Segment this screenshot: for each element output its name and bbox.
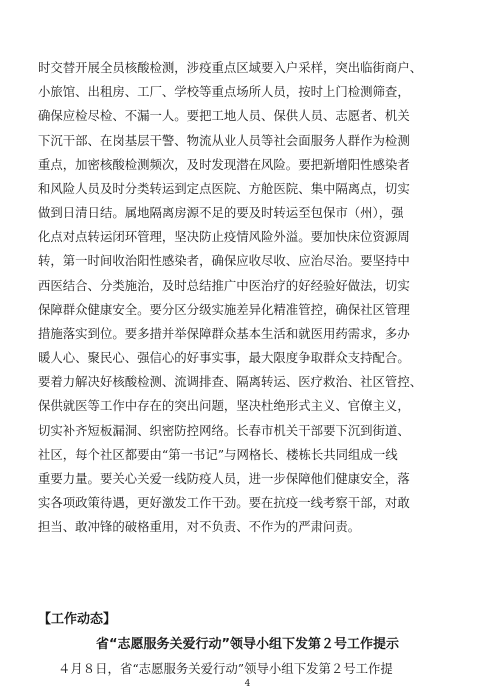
body-line: 要着力解决好核酸检测、流调排查、隔离转运、医疗救治、社区管控、 [38,374,423,390]
page-number: 4 [244,679,251,689]
body-line: 小旅馆、出租房、工厂、学校等重点场所人员，按时上门检测筛查， [38,84,410,100]
body-line: 做到日清日结。属地隔离房源不足的要及时转运至包保市（州），强 [38,205,404,221]
body-line: 保供就医等工作中存在的突出问题，坚决杜绝形式主义、官僚主义， [38,398,410,414]
body-text [38,56,463,539]
section-tag: 【工作动态】 [38,612,117,627]
body-line: 转，第一时间收治阳性感染者，确保应收尽收、应治尽治。要坚持中 [38,253,410,269]
body-line: 措施落实到位。要多措并举保障群众基本生活和就医用药需求，多办 [38,325,410,341]
body-line: 重要力量。要关心关爱一线防疫人员，进一步保障他们健康安全，落 [38,470,410,486]
body-line: 确保应检尽检、不漏一人。要把工地人员、保供人员、志愿者、机关 [38,108,410,124]
body-line: 化点对点转运闭环管理，坚决防止疫情风险外溢。要加快床位资源周 [38,229,410,245]
body-line: 担当、敢冲锋的破格重用，对不负责、不作为的严肃问责。 [38,519,361,535]
body-line: 和风险人员及时分类转运到定点医院、方舱医院、集中隔离点，切实 [38,180,410,196]
body-line: 西医结合、分类施治，及时总结推广中医治疗的好经验好做法，切实 [38,277,410,293]
body-line: 时交替开展全员核酸检测，涉疫重点区域要入户采样，突出临街商户、 [38,60,423,75]
body-line: 保障群众健康安全。要分区分级实施差异化精准管控，确保社区管理 [38,301,410,317]
body-line: 重点，加密核酸检测频次，及时发现潜在风险。要把新增阳性感染者 [38,156,410,172]
body-line: 暖人心、聚民心、强信心的好事实事，最大限度争取群众支持配合。 [38,350,410,366]
body-line: 切实补齐短板漏洞、织密防控网络。长春市机关干部要下沉到街道、 [38,422,410,438]
article-heading: 省“志愿服务关爱行动”领导小组下发第２号工作提示 [95,637,400,652]
body-line: 实各项政策待遇，更好激发工作干劲。要在抗疫一线考察干部，对敢 [38,495,410,511]
article-lead: ４月８日，省“志愿服务关爱行动”领导小组下发第２号工作提 [58,661,393,676]
body-line: 下沉干部、在岗基层干警、物流从业人员等社会面服务人群作为检测 [38,132,410,148]
body-line: 社区，每个社区都要由“第一书记”与网格长、楼栋长共同组成一线 [38,446,398,462]
